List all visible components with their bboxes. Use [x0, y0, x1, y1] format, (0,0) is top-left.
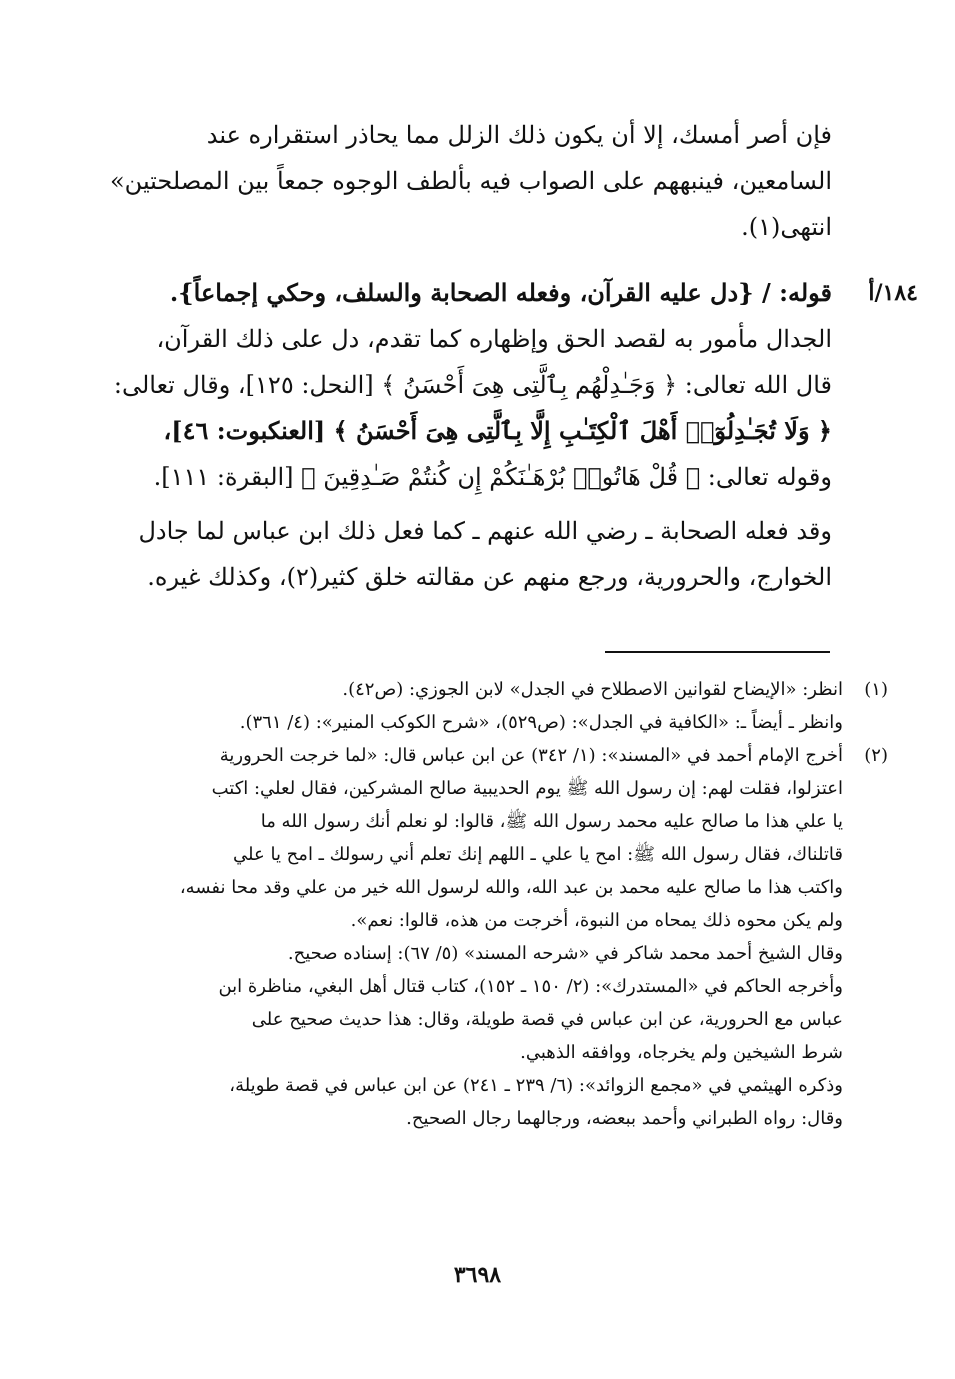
- footnote-line: انظر: «الإيضاح لقوانين الاصطلاح في الجدل» لابن الجوزي: (ص٤٢).: [342, 679, 843, 700]
- footnote-line: عباس مع الحرورية، عن ابن عباس في قصة طويلة، وقال: هذا حديث صحيح على: [251, 1009, 843, 1030]
- footnotes-section: [153, 673, 888, 1135]
- footnote-line: شرط الشيخين ولم يخرجاه، ووافقه الذهبي.: [520, 1042, 843, 1063]
- footnote-line: ولم يكن محوه ذلك يمحاه من النبوة، أخرجت من هذه، قالوا: نعم».: [350, 910, 843, 931]
- footnote-line: وانظر ـ أيضاً ـ: «الكافية في الجدل»: (ص٥٢٩)، «شرح الكوكب المنير»: (٤/ ٣٦١).: [239, 712, 843, 733]
- footnote-number: (١): [864, 679, 888, 700]
- footnote-line: وأخرجه الحاكم في «المستدرك»: (٢/ ١٥٠ ـ ١٥٢)، كتاب قتال أهل البغي، مناظرة ابن: [218, 976, 843, 997]
- text-line: انتهى(١).: [741, 213, 832, 241]
- text-line: السامعين، فينبههم على الصواب فيه بألطف الوجوه جمعاً بين المصلحتين»: [109, 167, 832, 195]
- text-line-with-verse: قال الله تعالى: ﴿ وَجَـٰدِلْهُم بِٱلَّتِى هِىَ أَحْسَنُ ﴾ [النحل: ١٢٥]، وقال تعالى:: [113, 371, 832, 399]
- footnote-line: اعتزلوا، فقلت لهم: إن رسول الله ﷺ يوم الحديبية صالح المشركين، فقال لعلي: اكتب: [211, 778, 843, 799]
- quoted-matn-heading: قوله: / {دل عليه القرآن، وفعله الصحابة والسلف، وحكي إجماعاً}.: [169, 278, 832, 307]
- page-number: ٣٦٩٨: [453, 1262, 502, 1288]
- text-line: الخوارج، والحرورية، ورجع منهم عن مقالته خلق كثير(٢)، وكذلك غيره.: [147, 563, 832, 591]
- paragraph-companions: [132, 508, 832, 600]
- footnote-2: [153, 739, 888, 1135]
- footnote-line: أخرج الإمام أحمد في «المسند»: (١/ ٣٤٢) عن ابن عباس قال: «لما خرجت الحرورية: [219, 745, 843, 766]
- text-line-with-verse: ﴿ وَلَا تُجَـٰدِلُوٓا۟ أَهْلَ ٱلْكِتَـٰبِ إِلَّا بِٱلَّتِى هِىَ أَحْسَنُ ﴾ [العنكبوت: ٤٦]،: [163, 416, 832, 445]
- footnote-line: يا علي هذا ما صالح عليه محمد رسول الله ﷺ، قالوا: لو نعلم أنك رسول الله ما: [260, 811, 843, 832]
- text-line: الجدال مأمور به لقصد الحق وإظهاره كما تقدم، دل على ذلك القرآن،: [156, 325, 832, 353]
- footnote-line: وقال الشيخ أحمد محمد شاكر في «شرحه المسند» (٥/ ٦٧): إسناده صحيح.: [287, 943, 843, 964]
- text-line-with-verse: وقوله تعالى: ﴿ قُلْ هَاتُوا۟ بُرْهَـٰنَكُمْ إِن كُنتُمْ صَـٰدِقِينَ ﴾ [البقرة: ١١١].: [153, 463, 832, 491]
- paragraph-continuation: [109, 112, 832, 250]
- text-line: فإن أصر أمسك، إلا أن يكون ذلك الزلل مما يحاذر استقراره عند: [206, 121, 832, 149]
- footnote-line: وذكره الهيثمي في «مجمع الزوائد»: (٦/ ٢٣٩ ـ ٢٤١) عن ابن عباس في قصة طويلة،: [229, 1075, 843, 1096]
- footnote-1: [153, 673, 888, 739]
- footnote-line: قاتلناك، فقال رسول الله ﷺ: امح يا علي ـ اللهم إنك تعلم أني رسولك ـ امح يا علي: [233, 844, 843, 865]
- paragraph-commentary: [113, 270, 832, 500]
- manuscript-folio-reference: ١٨٤/أ: [868, 280, 918, 306]
- footnote-line: وقال: رواه الطبراني وأحمد ببعضه، ورجالهما رجال الصحيح.: [406, 1108, 843, 1129]
- text-line: وقد فعله الصحابة ـ رضي الله عنهم ـ كما فعل ذلك ابن عباس لما جادل: [138, 517, 832, 545]
- footnote-number: (٢): [864, 745, 888, 766]
- footnote-separator: [605, 651, 830, 653]
- footnote-line: واكتب هذا ما صالح عليه محمد بن عبد الله، والله لرسول الله خير من علي وقد محا نفسه،: [179, 877, 843, 898]
